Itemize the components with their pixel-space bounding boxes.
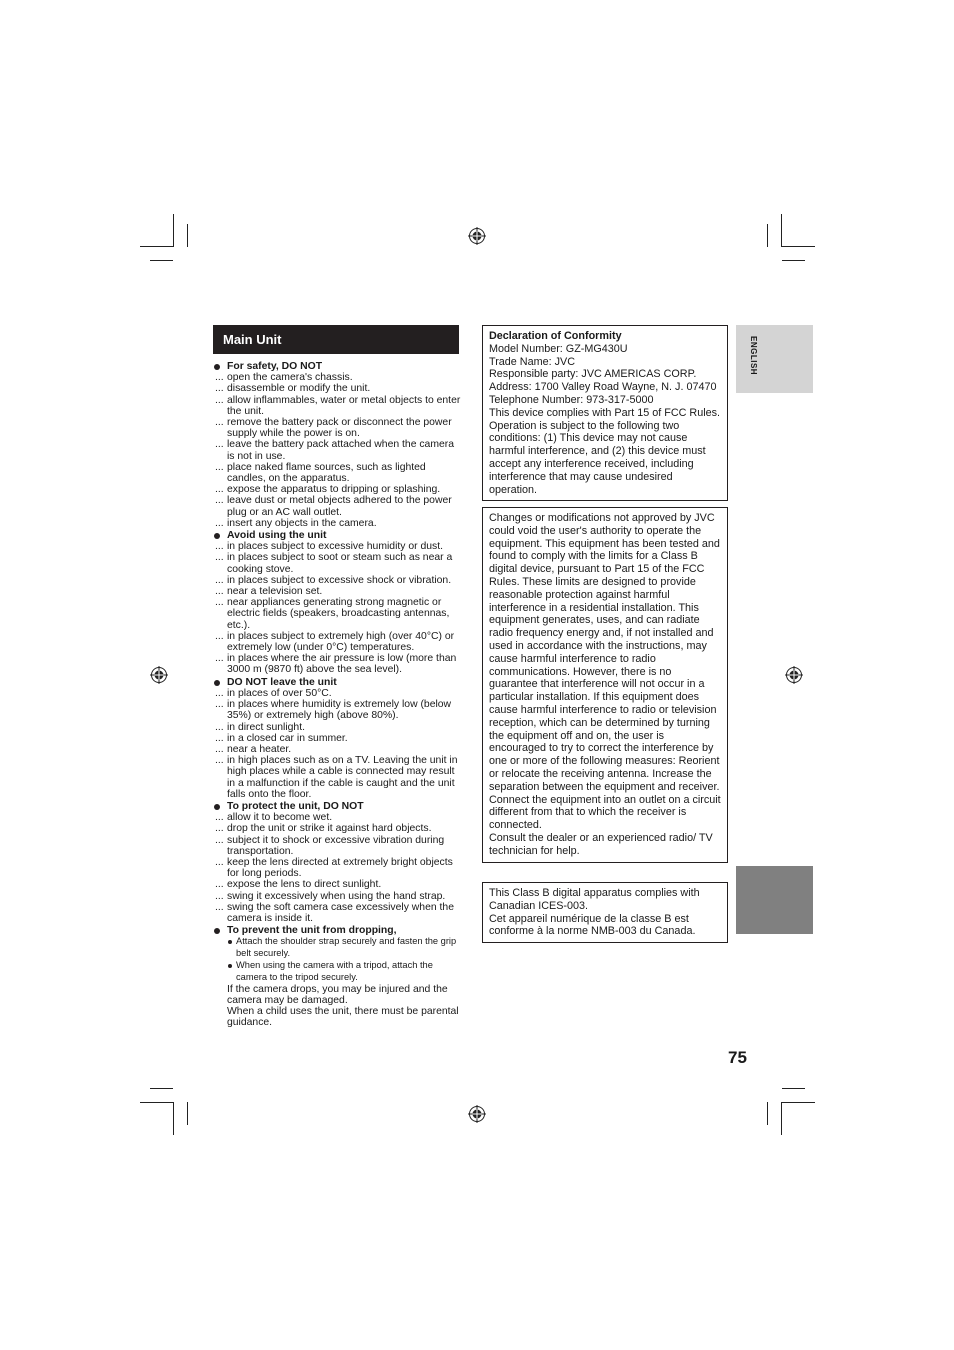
list-item: ... expose the apparatus to dripping or splashing. [215,484,441,496]
list-item: ... in places subject to excessive humidity or dust. [215,541,443,553]
list-item: ... swing the soft camera case excessively when the camera is inside it. [215,901,454,924]
canada-notice-box [482,882,728,943]
list-item: ... drop the unit or strike it against hard objects. [215,823,432,835]
list-item: ... near a heater. [215,743,292,755]
main-unit-heading: Main Unit [213,325,459,354]
list-item: ... allow it to become wet. [215,812,333,824]
list-item: ... subject it to shock or excessive vibration during transportation. [215,834,445,857]
list-item: ... expose the lens to direct sunlight. [215,879,382,891]
list-item: ... keep the lens directed at extremely bright objects for long periods. [215,856,453,880]
list-item: ... open the camera's chassis. [215,372,353,384]
fcc-paragraph: Connect the equipment into an outlet on a circuit different from that to which the receiver is connected. [489,793,721,832]
fcc-paragraph: Changes or modifications not approved by JVC could void the user's authority to operate the equipment. This equipment has been tested and found to comply with the limits for a Class B digital device, pursuant to Part 15 of the FCC Rules. These limits are designed to provide reasonable protection against harmful interference in a residential installation. This equipment generates, uses, and can radiate radio frequency energy and, if not installed and used in accordance with the instructions, may cause harmful interference to radio communications. However, there is no guarantee that interference will not occur in a particular installation. If this equipment does cause harmful interference to radio or television reception, which can be determined by turning the equipment off and on, the user is encouraged to try to correct the interference by one or more of the following measures: Reorient or relocate the receiving antenna. Increase the separation between the equipment and receiver. [489,512,720,793]
declaration-line: This device complies with Part 15 of FCC Rules. Operation is subject to the following two conditions: (1) This device may not cause harmful interference, and (2) this device must accept any interference received, including interference that may cause undesired operation. [489,406,721,496]
section-tab [736,866,813,934]
section-heading: To prevent the unit from dropping, [213,925,461,936]
canada-paragraph: This Class B digital apparatus complies with Canadian ICES-003. [489,887,700,912]
list-item: ... leave dust or metal objects adhered to the power plug or an AC wall outlet. [215,495,452,518]
declaration-line: Address: 1700 Valley Road Wayne, N. J. 07470 [489,381,717,394]
declaration-title: Declaration of Conformity [489,330,622,342]
list-item: ... leave the battery pack attached when the camera is not in use. [215,439,455,462]
section-heading: To protect the unit, DO NOT [213,801,461,812]
list-item: ... insert any objects in the camera. [215,517,377,529]
section-heading: Avoid using the unit [213,530,461,541]
list-item: ... in places subject to soot or steam such as near a cooking stove. [215,552,453,575]
list-item: ... disassemble or modify the unit. [215,383,371,395]
section-heading: For safety, DO NOT [213,361,461,372]
registration-mark-icon [150,666,168,684]
paragraph: When a child uses the unit, there must be parental guidance. [227,1005,459,1029]
paragraph: If the camera drops, you may be injured and the camera may be damaged. [227,983,448,1006]
list-item: ... allow inflammables, water or metal objects to enter the unit. [215,394,461,417]
list-item: ... in places where the air pressure is low (more than 3000 m (9870 ft) above the sea level). [215,653,457,676]
list-item: ... near appliances generating strong magnetic or electric fields (speakers, broadcasting antennas, etc.). [215,597,450,631]
declaration-of-conformity-box [482,325,728,501]
fcc-paragraph: Consult the dealer or an experienced radio/ TV technician for help. [489,831,713,857]
declaration-line: Model Number: GZ-MG430U [489,342,628,355]
list-item: ... in places subject to excessive shock or vibration. [215,574,452,586]
declaration-line: Trade Name: JVC [489,355,576,368]
list-item: ... place naked flame sources, such as lighted candles, on the apparatus. [215,461,426,485]
registration-mark-icon [468,227,486,245]
registration-mark-icon [785,666,803,684]
main-unit-precautions [213,360,461,1028]
declaration-line: Telephone Number: 973-317-5000 [489,393,654,406]
section-heading: DO NOT leave the unit [213,677,461,688]
language-tab-label: ENGLISH [749,336,758,376]
list-item: ... near a television set. [215,586,323,598]
list-item: ... remove the battery pack or disconnect the power supply while the power is on. [215,417,452,440]
list-item: ... in direct sunlight. [215,721,305,733]
list-item: ... in places of over 50°C. [215,687,332,699]
list-item: ... in places where humidity is extremely low (below 35%) or extremely high (above 80%). [215,699,452,722]
list-item: ... swing it excessively when using the hand strap. [215,890,446,902]
list-item: ... in high places such as on a TV. Leaving the unit in high places while a cable is connected may result in a malfunction if the cable is caught and the unit falls onto the floor. [215,755,458,800]
sub-list-item: When using the camera with a tripod, attach the camera to the tripod securely. [213,960,461,984]
sub-list-item: Attach the shoulder strap securely and fasten the grip belt securely. [213,936,461,960]
list-item: ... in a closed car in summer. [215,732,348,744]
registration-mark-icon [468,1105,486,1123]
canada-paragraph: Cet appareil numérique de la classe B est conforme à la norme NMB-003 du Canada. [489,912,696,938]
page-number: 75 [728,1048,747,1067]
list-item: ... in places subject to extremely high (over 40°C) or extremely low (under 0°C) temperatures. [215,630,455,654]
fcc-notice-box [482,507,728,863]
declaration-line: Responsible party: JVC AMERICAS CORP. [489,368,697,381]
